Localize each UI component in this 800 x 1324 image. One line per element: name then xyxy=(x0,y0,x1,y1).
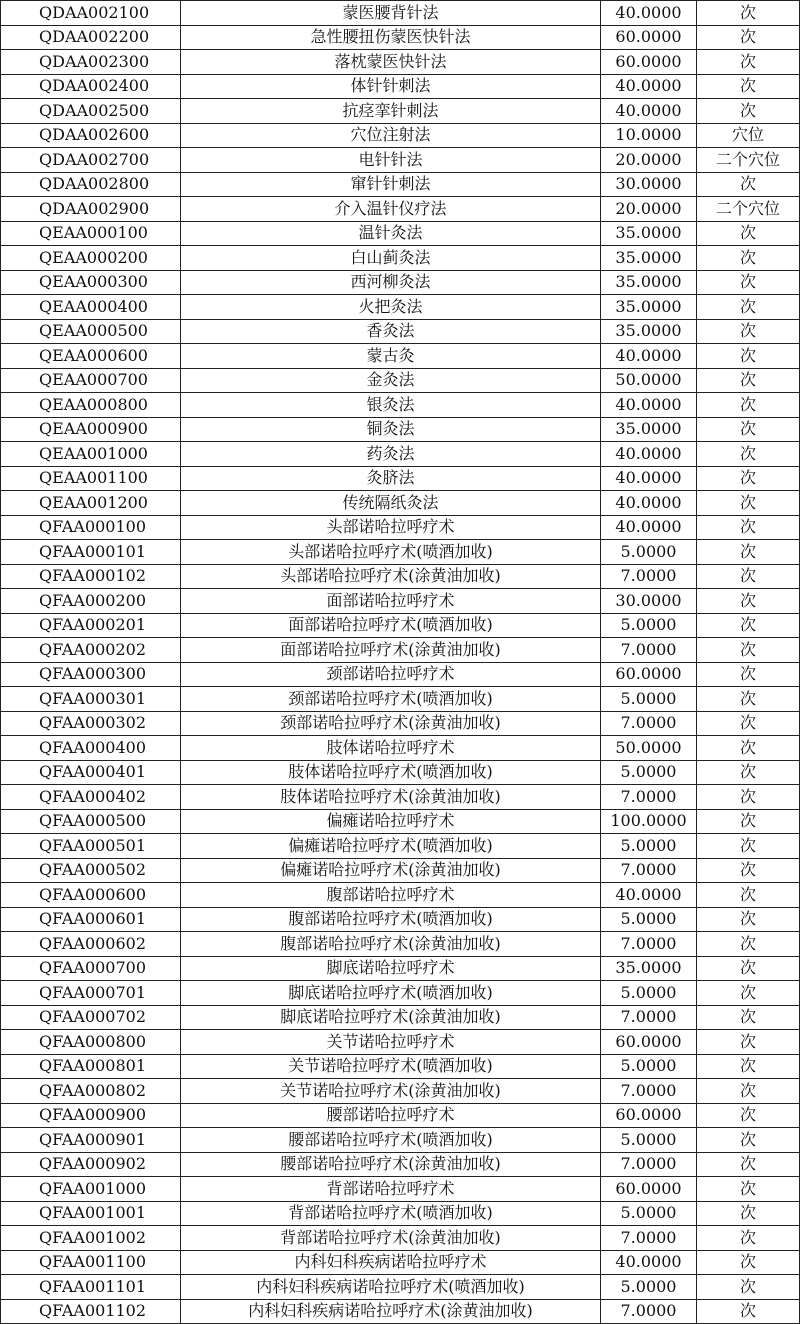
table-row xyxy=(1,736,800,761)
item-unit-cell: 次 xyxy=(697,1030,800,1055)
item-code-cell: QFAA000201 xyxy=(1,613,181,638)
item-unit-cell: 次 xyxy=(697,393,800,418)
table-row xyxy=(1,687,800,712)
item-unit-cell: 次 xyxy=(697,1103,800,1128)
item-code-cell: QFAA000102 xyxy=(1,564,181,589)
item-name-cell: 关节诺哈拉呼疗术(喷酒加收) xyxy=(181,1054,601,1079)
table-row xyxy=(1,981,800,1006)
item-code-cell: QDAA002700 xyxy=(1,148,181,173)
table-row xyxy=(1,785,800,810)
item-price-cell: 5.0000 xyxy=(601,760,697,785)
item-price-cell: 7.0000 xyxy=(601,932,697,957)
item-price-cell: 40.0000 xyxy=(601,1250,697,1275)
item-price-cell: 7.0000 xyxy=(601,858,697,883)
table-row xyxy=(1,246,800,271)
item-code-cell: QFAA001100 xyxy=(1,1250,181,1275)
item-code-cell: QFAA000602 xyxy=(1,932,181,957)
item-unit-cell: 次 xyxy=(697,1250,800,1275)
item-price-cell: 5.0000 xyxy=(601,687,697,712)
item-code-cell: QFAA001001 xyxy=(1,1201,181,1226)
item-code-cell: QFAA000401 xyxy=(1,760,181,785)
item-price-cell: 35.0000 xyxy=(601,246,697,271)
table-row xyxy=(1,932,800,957)
item-price-cell: 7.0000 xyxy=(601,638,697,663)
item-price-cell: 7.0000 xyxy=(601,1005,697,1030)
item-name-cell: 颈部诺哈拉呼疗术 xyxy=(181,662,601,687)
item-name-cell: 腰部诺哈拉呼疗术 xyxy=(181,1103,601,1128)
item-name-cell: 脚底诺哈拉呼疗术(喷酒加收) xyxy=(181,981,601,1006)
item-unit-cell: 次 xyxy=(697,99,800,124)
table-row xyxy=(1,1,800,26)
item-unit-cell: 次 xyxy=(697,50,800,75)
table-row xyxy=(1,368,800,393)
item-price-cell: 7.0000 xyxy=(601,1152,697,1177)
table-row xyxy=(1,589,800,614)
item-name-cell: 火把灸法 xyxy=(181,295,601,320)
item-unit-cell: 次 xyxy=(697,1177,800,1202)
item-price-cell: 7.0000 xyxy=(601,1079,697,1104)
table-row xyxy=(1,148,800,173)
item-code-cell: QFAA000500 xyxy=(1,809,181,834)
item-code-cell: QFAA000802 xyxy=(1,1079,181,1104)
item-code-cell: QFAA000302 xyxy=(1,711,181,736)
item-name-cell: 温针灸法 xyxy=(181,221,601,246)
item-name-cell: 肢体诺哈拉呼疗术(喷酒加收) xyxy=(181,760,601,785)
item-price-cell: 40.0000 xyxy=(601,1,697,26)
item-unit-cell: 次 xyxy=(697,711,800,736)
item-unit-cell: 次 xyxy=(697,1226,800,1251)
item-name-cell: 脚底诺哈拉呼疗术 xyxy=(181,956,601,981)
item-code-cell: QEAA000200 xyxy=(1,246,181,271)
item-name-cell: 白山蓟灸法 xyxy=(181,246,601,271)
item-code-cell: QFAA000900 xyxy=(1,1103,181,1128)
table-row xyxy=(1,1250,800,1275)
item-unit-cell: 次 xyxy=(697,932,800,957)
table-row xyxy=(1,172,800,197)
item-name-cell: 背部诺哈拉呼疗术 xyxy=(181,1177,601,1202)
item-price-cell: 40.0000 xyxy=(601,99,697,124)
item-name-cell: 面部诺哈拉呼疗术 xyxy=(181,589,601,614)
table-row xyxy=(1,1103,800,1128)
item-code-cell: QFAA000200 xyxy=(1,589,181,614)
item-price-cell: 5.0000 xyxy=(601,834,697,859)
item-unit-cell: 次 xyxy=(697,1,800,26)
item-price-cell: 20.0000 xyxy=(601,197,697,222)
table-row xyxy=(1,1128,800,1153)
item-price-cell: 40.0000 xyxy=(601,393,697,418)
item-code-cell: QEAA000400 xyxy=(1,295,181,320)
item-name-cell: 银灸法 xyxy=(181,393,601,418)
item-name-cell: 铜灸法 xyxy=(181,417,601,442)
item-name-cell: 灸脐法 xyxy=(181,466,601,491)
item-name-cell: 腹部诺哈拉呼疗术(涂黄油加收) xyxy=(181,932,601,957)
item-unit-cell: 次 xyxy=(697,246,800,271)
item-name-cell: 面部诺哈拉呼疗术(喷酒加收) xyxy=(181,613,601,638)
item-name-cell: 腹部诺哈拉呼疗术(喷酒加收) xyxy=(181,907,601,932)
item-price-cell: 5.0000 xyxy=(601,1201,697,1226)
item-unit-cell: 次 xyxy=(697,809,800,834)
item-name-cell: 西河柳灸法 xyxy=(181,270,601,295)
item-name-cell: 腹部诺哈拉呼疗术 xyxy=(181,883,601,908)
item-price-cell: 40.0000 xyxy=(601,883,697,908)
item-code-cell: QEAA000100 xyxy=(1,221,181,246)
item-unit-cell: 次 xyxy=(697,1054,800,1079)
item-code-cell: QEAA000600 xyxy=(1,344,181,369)
item-price-cell: 35.0000 xyxy=(601,956,697,981)
table-row xyxy=(1,1177,800,1202)
table-row xyxy=(1,417,800,442)
item-code-cell: QEAA000500 xyxy=(1,319,181,344)
item-price-cell: 40.0000 xyxy=(601,515,697,540)
item-name-cell: 传统隔纸灸法 xyxy=(181,491,601,516)
table-row xyxy=(1,50,800,75)
item-name-cell: 肢体诺哈拉呼疗术(涂黄油加收) xyxy=(181,785,601,810)
item-code-cell: QFAA001000 xyxy=(1,1177,181,1202)
table-row xyxy=(1,270,800,295)
item-code-cell: QFAA000701 xyxy=(1,981,181,1006)
table-row xyxy=(1,393,800,418)
item-code-cell: QFAA000600 xyxy=(1,883,181,908)
item-price-cell: 60.0000 xyxy=(601,662,697,687)
item-unit-cell: 次 xyxy=(697,1201,800,1226)
table-row xyxy=(1,540,800,565)
item-price-cell: 60.0000 xyxy=(601,1103,697,1128)
item-unit-cell: 次 xyxy=(697,858,800,883)
item-unit-cell: 次 xyxy=(697,564,800,589)
item-code-cell: QEAA001200 xyxy=(1,491,181,516)
item-unit-cell: 穴位 xyxy=(697,123,800,148)
item-name-cell: 金灸法 xyxy=(181,368,601,393)
item-code-cell: QFAA000300 xyxy=(1,662,181,687)
item-price-cell: 7.0000 xyxy=(601,1299,697,1324)
item-unit-cell: 次 xyxy=(697,883,800,908)
item-price-cell: 7.0000 xyxy=(601,711,697,736)
item-unit-cell: 次 xyxy=(697,589,800,614)
item-name-cell: 抗痉挛针刺法 xyxy=(181,99,601,124)
fee-table-body xyxy=(1,1,800,1324)
item-name-cell: 偏瘫诺哈拉呼疗术 xyxy=(181,809,601,834)
item-unit-cell: 二个穴位 xyxy=(697,197,800,222)
item-name-cell: 蒙古灸 xyxy=(181,344,601,369)
item-code-cell: QDAA002900 xyxy=(1,197,181,222)
item-price-cell: 7.0000 xyxy=(601,564,697,589)
item-price-cell: 60.0000 xyxy=(601,1177,697,1202)
item-price-cell: 35.0000 xyxy=(601,417,697,442)
item-name-cell: 头部诺哈拉呼疗术(涂黄油加收) xyxy=(181,564,601,589)
item-unit-cell: 次 xyxy=(697,907,800,932)
item-unit-cell: 次 xyxy=(697,1128,800,1153)
table-row xyxy=(1,1054,800,1079)
item-name-cell: 介入温针仪疗法 xyxy=(181,197,601,222)
item-name-cell: 偏瘫诺哈拉呼疗术(涂黄油加收) xyxy=(181,858,601,883)
item-name-cell: 头部诺哈拉呼疗术(喷酒加收) xyxy=(181,540,601,565)
item-code-cell: QFAA001102 xyxy=(1,1299,181,1324)
item-name-cell: 体针针刺法 xyxy=(181,74,601,99)
item-name-cell: 背部诺哈拉呼疗术(涂黄油加收) xyxy=(181,1226,601,1251)
item-code-cell: QFAA000800 xyxy=(1,1030,181,1055)
item-name-cell: 内科妇科疾病诺哈拉呼疗术(涂黄油加收) xyxy=(181,1299,601,1324)
item-unit-cell: 次 xyxy=(697,319,800,344)
table-row xyxy=(1,123,800,148)
table-row xyxy=(1,221,800,246)
item-price-cell: 40.0000 xyxy=(601,466,697,491)
table-row xyxy=(1,1079,800,1104)
item-price-cell: 7.0000 xyxy=(601,785,697,810)
item-unit-cell: 次 xyxy=(697,613,800,638)
item-name-cell: 药灸法 xyxy=(181,442,601,467)
item-code-cell: QEAA001100 xyxy=(1,466,181,491)
table-row xyxy=(1,466,800,491)
item-price-cell: 5.0000 xyxy=(601,981,697,1006)
table-row xyxy=(1,442,800,467)
item-unit-cell: 次 xyxy=(697,1152,800,1177)
item-unit-cell: 次 xyxy=(697,417,800,442)
item-code-cell: QDAA002600 xyxy=(1,123,181,148)
table-row xyxy=(1,760,800,785)
item-code-cell: QFAA000601 xyxy=(1,907,181,932)
item-code-cell: QFAA000101 xyxy=(1,540,181,565)
table-row xyxy=(1,1030,800,1055)
item-price-cell: 50.0000 xyxy=(601,736,697,761)
item-code-cell: QFAA000702 xyxy=(1,1005,181,1030)
item-price-cell: 35.0000 xyxy=(601,270,697,295)
item-code-cell: QFAA000902 xyxy=(1,1152,181,1177)
item-price-cell: 5.0000 xyxy=(601,1128,697,1153)
item-price-cell: 60.0000 xyxy=(601,25,697,50)
item-unit-cell: 次 xyxy=(697,515,800,540)
item-unit-cell: 次 xyxy=(697,1275,800,1300)
item-price-cell: 5.0000 xyxy=(601,1054,697,1079)
item-unit-cell: 次 xyxy=(697,270,800,295)
item-price-cell: 10.0000 xyxy=(601,123,697,148)
item-name-cell: 腰部诺哈拉呼疗术(喷酒加收) xyxy=(181,1128,601,1153)
item-code-cell: QEAA000300 xyxy=(1,270,181,295)
table-row xyxy=(1,1275,800,1300)
item-price-cell: 5.0000 xyxy=(601,540,697,565)
table-row xyxy=(1,1299,800,1324)
table-row xyxy=(1,491,800,516)
item-price-cell: 40.0000 xyxy=(601,442,697,467)
item-unit-cell: 次 xyxy=(697,221,800,246)
table-row xyxy=(1,1201,800,1226)
item-name-cell: 内科妇科疾病诺哈拉呼疗术 xyxy=(181,1250,601,1275)
item-code-cell: QDAA002500 xyxy=(1,99,181,124)
item-unit-cell: 次 xyxy=(697,760,800,785)
item-code-cell: QFAA000400 xyxy=(1,736,181,761)
item-price-cell: 5.0000 xyxy=(601,613,697,638)
item-name-cell: 香灸法 xyxy=(181,319,601,344)
item-unit-cell: 次 xyxy=(697,74,800,99)
item-code-cell: QDAA002400 xyxy=(1,74,181,99)
table-row xyxy=(1,883,800,908)
item-price-cell: 40.0000 xyxy=(601,344,697,369)
item-price-cell: 35.0000 xyxy=(601,221,697,246)
table-row xyxy=(1,1226,800,1251)
item-unit-cell: 次 xyxy=(697,491,800,516)
item-unit-cell: 次 xyxy=(697,834,800,859)
item-name-cell: 脚底诺哈拉呼疗术(涂黄油加收) xyxy=(181,1005,601,1030)
item-price-cell: 30.0000 xyxy=(601,172,697,197)
item-unit-cell: 次 xyxy=(697,956,800,981)
item-name-cell: 背部诺哈拉呼疗术(喷酒加收) xyxy=(181,1201,601,1226)
table-row xyxy=(1,809,800,834)
item-unit-cell: 次 xyxy=(697,662,800,687)
item-name-cell: 肢体诺哈拉呼疗术 xyxy=(181,736,601,761)
item-unit-cell: 次 xyxy=(697,442,800,467)
item-unit-cell: 次 xyxy=(697,172,800,197)
item-unit-cell: 次 xyxy=(697,981,800,1006)
item-name-cell: 面部诺哈拉呼疗术(涂黄油加收) xyxy=(181,638,601,663)
item-code-cell: QDAA002800 xyxy=(1,172,181,197)
table-row xyxy=(1,564,800,589)
table-row xyxy=(1,907,800,932)
item-code-cell: QFAA000301 xyxy=(1,687,181,712)
item-code-cell: QFAA000801 xyxy=(1,1054,181,1079)
item-code-cell: QEAA000800 xyxy=(1,393,181,418)
item-price-cell: 20.0000 xyxy=(601,148,697,173)
item-unit-cell: 次 xyxy=(697,687,800,712)
table-row xyxy=(1,711,800,736)
item-unit-cell: 次 xyxy=(697,295,800,320)
item-price-cell: 35.0000 xyxy=(601,319,697,344)
item-name-cell: 偏瘫诺哈拉呼疗术(喷酒加收) xyxy=(181,834,601,859)
table-row xyxy=(1,956,800,981)
item-name-cell: 电针针法 xyxy=(181,148,601,173)
item-code-cell: QFAA000501 xyxy=(1,834,181,859)
item-unit-cell: 次 xyxy=(697,540,800,565)
table-row xyxy=(1,295,800,320)
item-unit-cell: 次 xyxy=(697,466,800,491)
item-price-cell: 7.0000 xyxy=(601,1226,697,1251)
item-price-cell: 5.0000 xyxy=(601,907,697,932)
item-name-cell: 穴位注射法 xyxy=(181,123,601,148)
item-name-cell: 内科妇科疾病诺哈拉呼疗术(喷酒加收) xyxy=(181,1275,601,1300)
table-row xyxy=(1,638,800,663)
item-unit-cell: 次 xyxy=(697,1005,800,1030)
item-name-cell: 颈部诺哈拉呼疗术(喷酒加收) xyxy=(181,687,601,712)
table-row xyxy=(1,1152,800,1177)
item-code-cell: QFAA000202 xyxy=(1,638,181,663)
item-code-cell: QFAA000502 xyxy=(1,858,181,883)
item-price-cell: 35.0000 xyxy=(601,295,697,320)
item-name-cell: 急性腰扭伤蒙医快针法 xyxy=(181,25,601,50)
item-price-cell: 5.0000 xyxy=(601,1275,697,1300)
item-name-cell: 颈部诺哈拉呼疗术(涂黄油加收) xyxy=(181,711,601,736)
table-row xyxy=(1,74,800,99)
item-code-cell: QDAA002100 xyxy=(1,1,181,26)
item-code-cell: QFAA000100 xyxy=(1,515,181,540)
table-row xyxy=(1,515,800,540)
table-row xyxy=(1,662,800,687)
item-unit-cell: 二个穴位 xyxy=(697,148,800,173)
item-price-cell: 40.0000 xyxy=(601,491,697,516)
item-name-cell: 关节诺哈拉呼疗术 xyxy=(181,1030,601,1055)
item-unit-cell: 次 xyxy=(697,1299,800,1324)
table-row xyxy=(1,25,800,50)
item-price-cell: 50.0000 xyxy=(601,368,697,393)
item-unit-cell: 次 xyxy=(697,344,800,369)
item-name-cell: 窜针针刺法 xyxy=(181,172,601,197)
item-code-cell: QFAA000901 xyxy=(1,1128,181,1153)
table-row xyxy=(1,344,800,369)
item-code-cell: QFAA000402 xyxy=(1,785,181,810)
table-row xyxy=(1,834,800,859)
item-price-cell: 30.0000 xyxy=(601,589,697,614)
item-price-cell: 60.0000 xyxy=(601,50,697,75)
item-name-cell: 头部诺哈拉呼疗术 xyxy=(181,515,601,540)
item-unit-cell: 次 xyxy=(697,25,800,50)
item-unit-cell: 次 xyxy=(697,785,800,810)
table-row xyxy=(1,319,800,344)
item-name-cell: 落枕蒙医快针法 xyxy=(181,50,601,75)
item-price-cell: 100.0000 xyxy=(601,809,697,834)
table-row xyxy=(1,1005,800,1030)
item-name-cell: 蒙医腰背针法 xyxy=(181,1,601,26)
item-price-cell: 40.0000 xyxy=(601,74,697,99)
item-code-cell: QFAA000700 xyxy=(1,956,181,981)
table-row xyxy=(1,197,800,222)
table-row xyxy=(1,99,800,124)
item-unit-cell: 次 xyxy=(697,736,800,761)
item-name-cell: 关节诺哈拉呼疗术(涂黄油加收) xyxy=(181,1079,601,1104)
item-unit-cell: 次 xyxy=(697,1079,800,1104)
item-code-cell: QEAA001000 xyxy=(1,442,181,467)
item-price-cell: 60.0000 xyxy=(601,1030,697,1055)
item-code-cell: QFAA001101 xyxy=(1,1275,181,1300)
item-unit-cell: 次 xyxy=(697,638,800,663)
item-code-cell: QEAA000700 xyxy=(1,368,181,393)
table-row xyxy=(1,858,800,883)
item-name-cell: 腰部诺哈拉呼疗术(涂黄油加收) xyxy=(181,1152,601,1177)
item-code-cell: QDAA002300 xyxy=(1,50,181,75)
item-code-cell: QDAA002200 xyxy=(1,25,181,50)
item-unit-cell: 次 xyxy=(697,368,800,393)
item-code-cell: QFAA001002 xyxy=(1,1226,181,1251)
item-code-cell: QEAA000900 xyxy=(1,417,181,442)
table-row xyxy=(1,613,800,638)
